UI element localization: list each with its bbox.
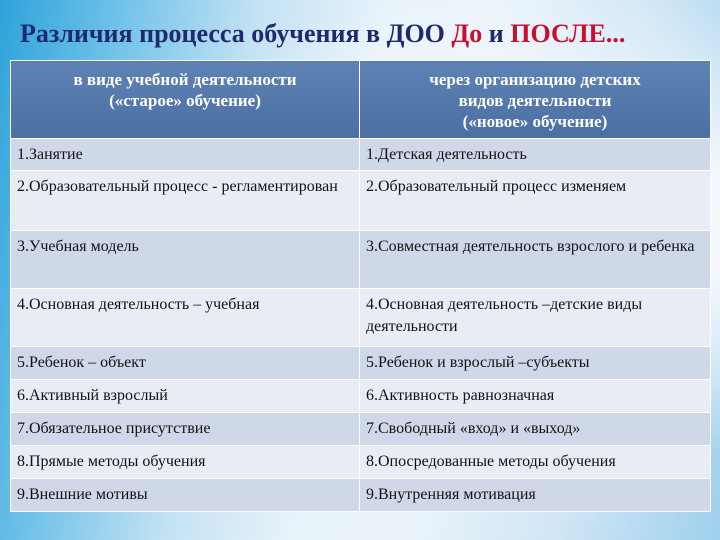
old-cell: 1.Занятие: [11, 139, 360, 171]
old-cell: 6.Активный взрослый: [11, 380, 360, 413]
table-header-row: [11, 61, 711, 139]
old-cell: 7.Обязательное присутствие: [11, 413, 360, 446]
table-row: [11, 347, 711, 380]
old-cell: 5.Ребенок – объект: [11, 347, 360, 380]
table-row: [11, 139, 711, 171]
header-old-learning: [11, 61, 360, 139]
header-new-line2: видов деятельности: [458, 91, 612, 110]
old-cell: 3.Учебная модель: [11, 231, 360, 289]
new-cell: 3.Совместная деятельность взрослого и ребенка: [360, 231, 711, 289]
comparison-table: [10, 60, 711, 512]
new-cell: 1.Детская деятельность: [360, 139, 711, 171]
table-row: [11, 413, 711, 446]
title-text: Различия процесса обучения в ДОО: [20, 19, 452, 48]
table-row: [11, 289, 711, 347]
table-row: [11, 171, 711, 231]
new-cell: 6.Активность равнозначная: [360, 380, 711, 413]
title-before-word: До: [451, 19, 483, 48]
new-cell: 8.Опосредованные методы обучения: [360, 446, 711, 479]
slide-title: [20, 18, 625, 50]
old-cell: 9.Внешние мотивы: [11, 479, 360, 512]
new-cell: 4.Основная деятельность –детские виды деятельности: [360, 289, 711, 347]
new-cell: 5.Ребенок и взрослый –субъекты: [360, 347, 711, 380]
comparison-table-container: [10, 60, 710, 512]
table-row: [11, 446, 711, 479]
new-cell: 9.Внутренняя мотивация: [360, 479, 711, 512]
table-row: [11, 479, 711, 512]
header-old-line2: («старое» обучение): [109, 91, 261, 110]
old-cell: 4.Основная деятельность – учебная: [11, 289, 360, 347]
new-cell: 2.Образовательный процесс изменяем: [360, 171, 711, 231]
table-row: [11, 231, 711, 289]
old-cell: 2.Образовательный процесс - регламентирован: [11, 171, 360, 231]
header-new-line3: («новое» обучение): [462, 112, 608, 131]
header-new-line1: через организацию детских: [429, 70, 641, 89]
title-after-word: ПОСЛЕ...: [510, 19, 626, 48]
table-row: [11, 380, 711, 413]
header-new-learning: [360, 61, 711, 139]
header-old-line1: в виде учебной деятельности: [73, 70, 297, 89]
title-conjunction: и: [482, 19, 511, 48]
old-cell: 8.Прямые методы обучения: [11, 446, 360, 479]
new-cell: 7.Свободный «вход» и «выход»: [360, 413, 711, 446]
